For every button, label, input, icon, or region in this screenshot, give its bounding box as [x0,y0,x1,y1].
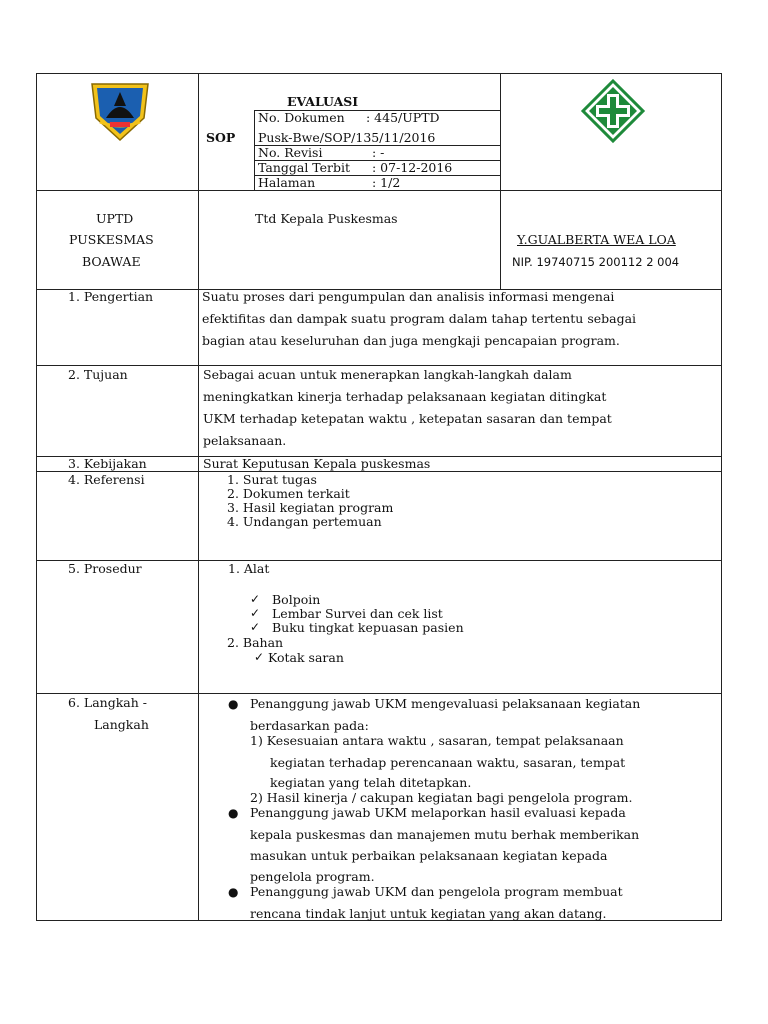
langkah-b3-line-2: rencana tindak lanjut untuk kegiatan yang akan datang. [250,906,607,921]
referensi-label: 4. Referensi [68,472,145,487]
divider-label-col [198,289,199,921]
org-line-1: UPTD [96,211,134,226]
langkah-s1-line-1: 1) Kesesuaian antara waktu , sasaran, tempat pelaksanaan [250,733,624,748]
kebijakan-text: Surat Keputusan Kepala puskesmas [203,456,431,471]
alat-item: Lembar Survei dan cek list [272,606,443,621]
tujuan-line-4: pelaksanaan. [203,433,287,448]
tujuan-line-2: meningkatkan kinerja terhadap pelaksanaan kegiatan ditingkat [203,389,607,404]
langkah-s1-line-2: kegiatan terhadap perencanaan waktu, sasaran, tempat [270,755,626,770]
pengertian-line-2: efektifitas dan dampak suatu program dalam tahap tertentu sebagai [202,311,637,326]
page-label: Halaman [258,175,316,190]
divider-header [36,190,722,191]
date-value: : 07-12-2016 [372,160,453,175]
langkah-b1-line-2: berdasarkan pada: [250,718,369,733]
langkah-label-1: 6. Langkah - [68,695,147,710]
org-line-3: BOAWAE [82,254,141,269]
bahan-item: Kotak saran [268,650,344,665]
document-title: EVALUASI [287,94,359,109]
langkah-b2-line-2: kepala puskesmas dan manajemen mutu berhak memberikan [250,827,640,842]
alat-item: Bolpoin [272,592,321,607]
table-border-right [721,73,722,921]
divider-pengertian [36,365,722,366]
langkah-s1-line-3: kegiatan yang telah ditetapkan. [270,775,472,790]
kebijakan-label: 3. Kebijakan [68,456,147,471]
pengertian-label: 1. Pengertian [68,289,154,304]
pengertian-line-3: bagian atau keseluruhan dan juga mengkaji pencapaian program. [202,333,620,348]
langkah-b1-line-1: Penanggung jawab UKM mengevaluasi pelaksanaan kegiatan [250,696,641,711]
langkah-b2-line-1: Penanggung jawab UKM melaporkan hasil evaluasi kepada [250,805,626,820]
tujuan-line-3: UKM terhadap ketepatan waktu , ketepatan sasaran dan tempat [203,411,612,426]
puskesmas-logo-icon [580,78,646,144]
referensi-item: 3. Hasil kegiatan program [227,500,394,515]
prosedur-alat: 1. Alat [228,561,270,576]
table-border-top [36,73,722,74]
doc-no-value-cont: Pusk-Bwe/SOP/135/11/2016 [258,130,436,145]
doc-no-label: No. Dokumen [258,110,345,125]
langkah-label-2: Langkah [94,717,149,732]
check-icon: ✓ [254,650,265,664]
bullet-icon: ● [228,885,239,899]
check-icon: ✓ [250,620,261,634]
signature-text: Ttd Kepala Puskesmas [255,211,398,226]
sop-label: SOP [206,130,236,145]
table-border-left [36,73,37,921]
divider-prosedur [36,693,722,694]
prosedur-bahan: 2. Bahan [227,635,284,650]
tujuan-label: 2. Tujuan [68,367,128,382]
regency-emblem-icon [86,78,154,142]
prosedur-label: 5. Prosedur [68,561,142,576]
alat-item: Buku tingkat kepuasan pasien [272,620,464,635]
head-name: Y.GUALBERTA WEA LOA [517,232,676,247]
doc-no-value: : 445/UPTD [366,110,440,125]
langkah-b2-line-3: masukan untuk perbaikan pelaksanaan kegiatan kepada [250,848,608,863]
divider-right-col [500,73,501,289]
bullet-icon: ● [228,697,239,711]
referensi-item: 4. Undangan pertemuan [227,514,382,529]
bullet-icon: ● [228,806,239,820]
head-nip: NIP. 19740715 200112 2 004 [512,255,680,269]
langkah-b2-line-4: pengelola program. [250,869,375,884]
referensi-item: 2. Dokumen terkait [227,486,350,501]
langkah-b3-line-1: Penanggung jawab UKM dan pengelola program membuat [250,884,623,899]
check-icon: ✓ [250,606,261,620]
page-value: : 1/2 [372,175,401,190]
org-line-2: PUSKESMAS [69,232,154,247]
divider-sop-col [254,110,255,190]
langkah-s2: 2) Hasil kinerja / cakupan kegiatan bagi pengelola program. [250,790,633,805]
rev-value: : - [372,145,385,160]
divider-left-col [198,73,199,289]
check-icon: ✓ [250,592,261,606]
tujuan-line-1: Sebagai acuan untuk menerapkan langkah-langkah dalam [203,367,572,382]
date-label: Tanggal Terbit [258,160,351,175]
referensi-item: 1. Surat tugas [227,472,317,487]
pengertian-line-1: Suatu proses dari pengumpulan dan analisis informasi mengenai [202,289,615,304]
rev-label: No. Revisi [258,145,323,160]
